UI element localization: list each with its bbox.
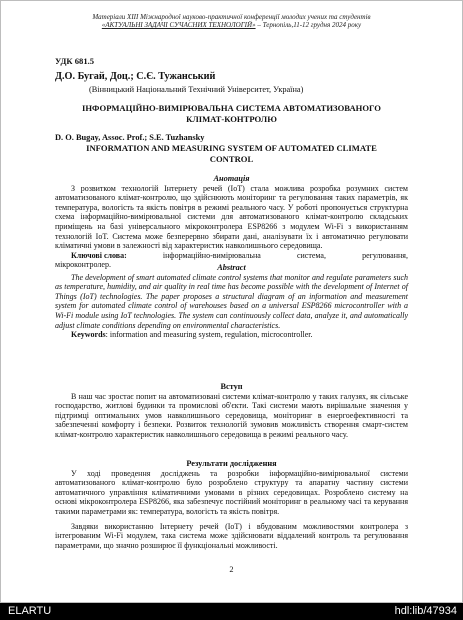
keyword-2: система, [296,250,326,260]
annotation-heading: Анотація [213,174,250,183]
institution: (Вінницький Національний Технічний Університет, Україна) [89,85,304,94]
results-paragraph-1: У ході проведення досліджень та розробки інформаційно-вимірювальної системи автоматизованого клімат-контролю було розроблено структуру та апаратну частину системи автоматичного управління кліматичними умовами в різних середовищах. Розроблено систему на основі мікроконтролера ESP8266, яка забезпечує постійний моніторинг в реальному часі та керування такими параметрами як: температура, вологість та якість повітря. [55,468,408,516]
introduction-heading: Вступ [220,382,243,391]
abstract-text: The development of smart automated climate control systems that monitor and regulate parameters such as temperature, humidity, and air quality in real time has become possible with the development of Internet of Things (IoT) technologies. The paper proposes a structural diagram of an information and measurement system for automated climate control of warehouses based on a universal ESP8266 microcontroller with a Wi-Fi module using IoT technologies. The system can continuously collect data, analyze it, and automatically adjust climate conditions depending on environmental characteristics. [55,272,408,330]
introduction-section [55,382,408,440]
page-number: 2 [229,565,234,574]
abstract-heading: Abstract [217,263,246,272]
title-en: INFORMATION AND MEASURING SYSTEM OF AUTOMATED CLIMATE CONTROL [86,143,377,164]
conference-title: «АКТУАЛЬНІ ЗАДАЧІ СУЧАСНИХ ТЕХНОЛОГІЙ» [101,21,256,30]
abstract-keywords-text: : information and measuring system, regulation, microcontroller. [105,330,313,340]
results-paragraph-2: Завдяки використанню Інтернету речей (IoT) і вбудованим можливостями контролера з інтегрованим Wi-Fi модулем, така система може здійснювати віддалений контроль та регулювання параметрами, що значно розширює її функціональні можливості. [55,521,408,550]
authors-ua: Д.О. Бугай, Доц.; С.Є. Тужанський [55,71,216,82]
title-ua: ІНФОРМАЦІЙНО-ВИМІРЮВАЛЬНА СИСТЕМА АВТОМАТИЗОВАНОГО КЛІМАТ-КОНТРОЛЮ [82,103,381,124]
annotation-keywords [55,251,408,261]
conference-line-1: Матеріали XIII Міжнародної науково-практичної конференції молодих учених та студентів [92,13,371,21]
conference-line-2 [41,21,422,29]
footer-bar [0,603,463,620]
conference-date: – Тернопіль,11-12 грудня 2024 року [255,21,362,30]
udk-code: УДК 681.5 [55,56,95,66]
annotation-section [55,174,408,270]
results-heading: Результати дослідження [186,459,277,468]
abstract-keywords [55,330,408,340]
results-section [55,459,408,550]
annotation-text: З розвитком технологій Інтернету речей (IoT) стала можлива розробка розумних систем автоматизованого клімат-контролю, що здійснюють моніторинг та регулювання таких параметрів, як температура, вологість та якість повітря в режимі реального часу. У роботі пропонується структурна схема інформаційно-вимірювальної системи для автоматизованого клімат-контролю складських приміщень на базі універсального мікроконтролера ESP8266 з модулем Wi-Fi з використанням технологій IoT. Система може безперервно збирати дані, аналізувати їх і автоматично регулювати кліматичні умови в залежності від характеристик навколишнього середовища. [55,183,408,251]
conference-header [41,13,422,30]
repository-name: ELARTU [8,605,52,617]
keyword-3: регулювання, [362,250,408,260]
annotation-keywords-label: Ключові слова: [71,250,127,260]
abstract-section [55,263,408,340]
keyword-1: інформаційно-вимірювальна [162,250,261,260]
abstract-keywords-label: Keywords [71,330,106,340]
authors-en: D. O. Bugay, Assoc. Prof.; S.E. Tuzhansky [55,133,205,142]
introduction-text: В наш час зростає попит на автоматизовані системи клімат-контролю у таких галузях, як сільське господарство, житлові будинки та промислові об'єкти. Такі системи мають вирішальне значення у підтримці оптимальних умов навколишнього середовища, моніторинг в енергоефективності та забезпеченні комфорту і безпеки. Розвиток технологій зумовив можливість створення смарт-систем клімат-контролю характеристик навколишнього середовища в режимі реального часу. [55,391,408,439]
handle-link[interactable]: hdl:lib/47934 [394,605,457,617]
annotation-keywords-tail: мікроконтролер. [55,260,111,270]
